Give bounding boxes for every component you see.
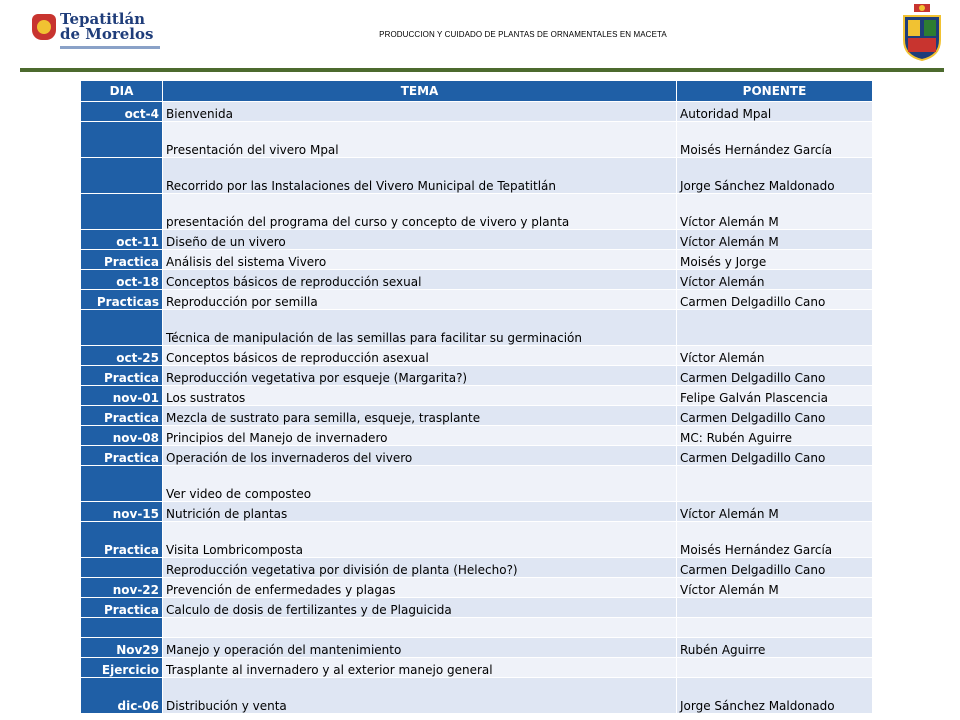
tema-cell: Principios del Manejo de invernadero: [163, 426, 677, 446]
ponente-cell: Víctor Alemán M: [677, 578, 873, 598]
ponente-cell: Carmen Delgadillo Cano: [677, 406, 873, 426]
ponente-cell: [677, 598, 873, 618]
tema-cell: Bienvenida: [163, 102, 677, 122]
dia-cell: nov-22: [81, 578, 163, 598]
tema-cell: Calculo de dosis de fertilizantes y de Plaguicida: [163, 598, 677, 618]
tema-cell: Prevención de enfermedades y plagas: [163, 578, 677, 598]
tema-cell: Conceptos básicos de reproducción asexual: [163, 346, 677, 366]
dia-cell: Practicas: [81, 290, 163, 310]
ponente-cell: Moisés Hernández García: [677, 122, 873, 158]
tema-cell: presentación del programa del curso y concepto de vivero y planta: [163, 194, 677, 230]
tema-cell: Reproducción vegetativa por esqueje (Margarita?): [163, 366, 677, 386]
table-row: [81, 678, 873, 714]
table-row: [81, 406, 873, 426]
dia-cell: oct-4: [81, 102, 163, 122]
dia-cell: Practica: [81, 406, 163, 426]
table-row: [81, 194, 873, 230]
tema-cell: Presentación del vivero Mpal: [163, 122, 677, 158]
ponente-cell: Jorge Sánchez Maldonado: [677, 158, 873, 194]
dia-cell: oct-25: [81, 346, 163, 366]
dia-cell: nov-15: [81, 502, 163, 522]
dia-cell: Practica: [81, 522, 163, 558]
tema-cell: Trasplante al invernadero y al exterior manejo general: [163, 658, 677, 678]
column-header-dia: DIA: [81, 81, 163, 102]
ponente-cell: Carmen Delgadillo Cano: [677, 446, 873, 466]
ponente-cell: Jorge Sánchez Maldonado: [677, 678, 873, 714]
tema-cell: Manejo y operación del mantenimiento: [163, 638, 677, 658]
dia-cell: [81, 194, 163, 230]
dia-cell: nov-08: [81, 426, 163, 446]
tema-cell: Análisis del sistema Vivero: [163, 250, 677, 270]
ponente-cell: MC: Rubén Aguirre: [677, 426, 873, 446]
dia-cell: oct-11: [81, 230, 163, 250]
table-row: [81, 426, 873, 446]
table-row: [81, 502, 873, 522]
ponente-cell: Carmen Delgadillo Cano: [677, 290, 873, 310]
ponente-cell: Carmen Delgadillo Cano: [677, 558, 873, 578]
column-header-tema: TEMA: [163, 81, 677, 102]
table-row: [81, 122, 873, 158]
tema-cell: Nutrición de plantas: [163, 502, 677, 522]
tema-cell: Operación de los invernaderos del vivero: [163, 446, 677, 466]
table-row: [81, 102, 873, 122]
table-row: [81, 658, 873, 678]
ponente-cell: Víctor Alemán M: [677, 230, 873, 250]
dia-cell: [81, 618, 163, 638]
page-title: PRODUCCION Y CUIDADO DE PLANTAS DE ORNAMENTALES EN MACETA: [379, 30, 667, 39]
column-header-ponente: PONENTE: [677, 81, 873, 102]
ponente-cell: Felipe Galván Plascencia: [677, 386, 873, 406]
table-row: [81, 638, 873, 658]
dia-cell: nov-01: [81, 386, 163, 406]
tema-cell: Distribución y venta: [163, 678, 677, 714]
table-row: [81, 446, 873, 466]
tema-cell: Los sustratos: [163, 386, 677, 406]
logo-line-1: Tepatitlán: [60, 10, 146, 28]
ponente-cell: [677, 618, 873, 638]
table-row: [81, 578, 873, 598]
table-row: [81, 598, 873, 618]
dia-cell: Practica: [81, 366, 163, 386]
ponente-cell: Víctor Alemán M: [677, 502, 873, 522]
ponente-cell: [677, 310, 873, 346]
tema-cell: Conceptos básicos de reproducción sexual: [163, 270, 677, 290]
table-row: [81, 522, 873, 558]
tema-cell: Reproducción vegetativa por división de planta (Helecho?): [163, 558, 677, 578]
tepatitlan-logo: [26, 8, 166, 70]
table-row: [81, 346, 873, 366]
logo-underline: [60, 46, 160, 49]
logo-line-2: de Morelos: [60, 25, 154, 43]
dia-cell: [81, 158, 163, 194]
table-row: [81, 618, 873, 638]
ponente-cell: [677, 466, 873, 502]
dia-cell: Practica: [81, 250, 163, 270]
dia-cell: Nov29: [81, 638, 163, 658]
tema-cell: Diseño de un vivero: [163, 230, 677, 250]
ponente-cell: [677, 658, 873, 678]
dia-cell: dic-06: [81, 678, 163, 714]
tema-cell: Mezcla de sustrato para semilla, esqueje, trasplante: [163, 406, 677, 426]
header-divider: [20, 68, 944, 72]
table-row: [81, 386, 873, 406]
dia-cell: Ejercicio: [81, 658, 163, 678]
dia-cell: Practica: [81, 598, 163, 618]
ponente-cell: Carmen Delgadillo Cano: [677, 366, 873, 386]
dia-cell: Practica: [81, 446, 163, 466]
dia-cell: [81, 558, 163, 578]
table-row: [81, 366, 873, 386]
ponente-cell: Autoridad Mpal: [677, 102, 873, 122]
ponente-cell: Moisés Hernández García: [677, 522, 873, 558]
table-row: [81, 230, 873, 250]
table-row: [81, 466, 873, 502]
tema-cell: Visita Lombricomposta: [163, 522, 677, 558]
dia-cell: [81, 466, 163, 502]
table-row: [81, 558, 873, 578]
ponente-cell: Víctor Alemán M: [677, 194, 873, 230]
ponente-cell: Rubén Aguirre: [677, 638, 873, 658]
tema-cell: [163, 618, 677, 638]
tema-cell: Técnica de manipulación de las semillas para facilitar su germinación: [163, 310, 677, 346]
university-crest-icon: [900, 4, 944, 62]
table-row: [81, 270, 873, 290]
table-row: [81, 158, 873, 194]
dia-cell: [81, 310, 163, 346]
tema-cell: Recorrido por las Instalaciones del Vivero Municipal de Tepatitlán: [163, 158, 677, 194]
table-row: [81, 290, 873, 310]
ponente-cell: Víctor Alemán: [677, 346, 873, 366]
tema-cell: Ver video de composteo: [163, 466, 677, 502]
dia-cell: [81, 122, 163, 158]
ponente-cell: Moisés y Jorge: [677, 250, 873, 270]
table-row: [81, 310, 873, 346]
schedule-table: [80, 80, 873, 714]
tema-cell: Reproducción por semilla: [163, 290, 677, 310]
table-row: [81, 250, 873, 270]
dia-cell: oct-18: [81, 270, 163, 290]
ponente-cell: Víctor Alemán: [677, 270, 873, 290]
